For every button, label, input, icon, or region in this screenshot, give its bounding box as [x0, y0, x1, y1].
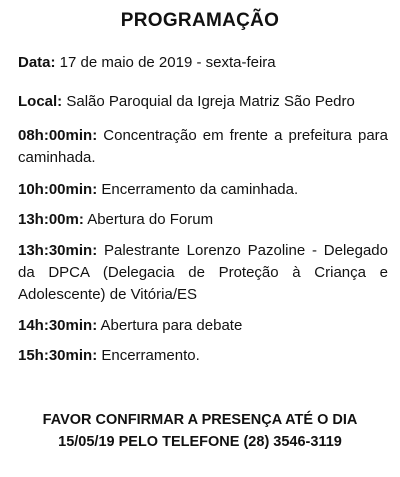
event-location [18, 91, 388, 113]
schedule-time: 08h:00min: [18, 127, 98, 144]
schedule-item-0800 [18, 125, 388, 169]
schedule-item-1300 [18, 209, 388, 231]
schedule-text: Palestrante Lorenzo Pazoline - Delegado da DPCA (Delegacia de Proteção à Criança e Adolescente) de Vitória/ES [18, 242, 388, 303]
date-label: Data: [18, 54, 56, 71]
schedule-text: Concentração em frente a prefeitura para caminhada. [18, 127, 388, 166]
schedule-item-1530 [18, 345, 388, 367]
schedule-text: Encerramento da caminhada. [97, 181, 299, 198]
date-value: 17 de maio de 2019 - sexta-feira [55, 54, 276, 71]
schedule-item-1430 [18, 315, 388, 337]
schedule-text: Abertura do Forum [83, 211, 214, 228]
schedule-time: 10h:00min: [18, 181, 98, 198]
notice-line-2: 15/05/19 PELO TELEFONE (28) 3546-3119 [58, 434, 342, 450]
schedule-item-1000 [18, 179, 388, 201]
schedule-time: 15h:30min: [18, 347, 98, 364]
schedule-time: 13h:00m: [18, 211, 84, 228]
page-title: PROGRAMAÇÃO [120, 10, 280, 31]
notice-line-1: FAVOR CONFIRMAR A PRESENÇA ATÉ O DIA [42, 412, 358, 428]
event-date [18, 52, 388, 74]
schedule-time: 14h:30min: [18, 317, 98, 334]
confirmation-notice [0, 409, 400, 453]
schedule-text: Abertura para debate [97, 317, 243, 334]
schedule-time: 13h:30min: [18, 242, 98, 259]
schedule-item-1330 [18, 240, 388, 306]
location-label: Local: [18, 93, 63, 110]
location-value: Salão Paroquial da Igreja Matriz São Pedro [62, 93, 355, 110]
schedule-text: Encerramento. [97, 347, 200, 364]
